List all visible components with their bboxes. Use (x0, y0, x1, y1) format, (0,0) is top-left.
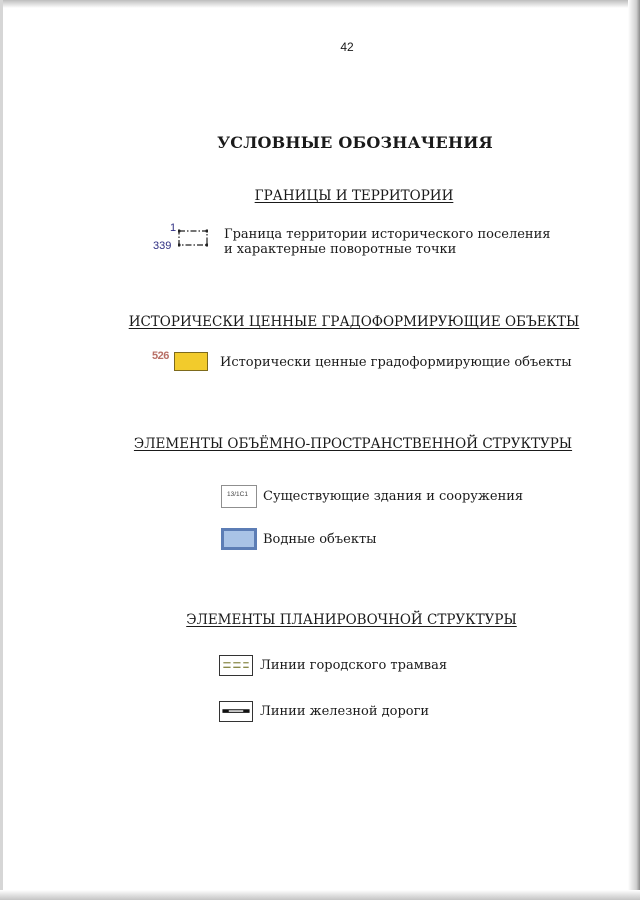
page-number: 42 (340, 40, 354, 54)
buildings-text: Существующие здания и сооружения (263, 489, 524, 504)
section-heading-planning: ЭЛЕМЕНТЫ ПЛАНИРОВОЧНОЙ СТРУКТУРЫ (186, 612, 517, 628)
heritage-object-number: 526 (152, 350, 169, 362)
boundary-text-line1: Граница территории исторического поселения (224, 227, 551, 242)
boundary-dash-dot-symbol (178, 229, 208, 247)
boundary-point-label-top: 1 (170, 222, 177, 234)
water-swatch (221, 528, 257, 550)
scan-edge-top (0, 0, 640, 8)
boundary-description (224, 227, 550, 257)
railway-line-symbol (219, 701, 253, 722)
scan-edge-bottom (0, 890, 640, 900)
railway-text: Линии железной дороги (260, 704, 430, 719)
building-symbol (221, 485, 257, 508)
section-heading-heritage: ИСТОРИЧЕСКИ ЦЕННЫЕ ГРАДОФОРМИРУЮЩИЕ ОБЪЕКТЫ (128, 314, 580, 330)
legend-title: УСЛОВНЫЕ ОБОЗНАЧЕНИЯ (217, 133, 493, 152)
section-heading-borders: ГРАНИЦЫ И ТЕРРИТОРИИ (254, 188, 454, 204)
heritage-yellow-swatch (174, 352, 208, 371)
tram-text: Линии городского трамвая (260, 658, 448, 673)
heritage-object-text: Исторически ценные градоформирующие объекты (220, 355, 572, 370)
tram-line-symbol (219, 655, 253, 676)
boundary-point-label-bottom: 339 (153, 240, 172, 252)
boundary-text-line2: и характерные поворотные точки (224, 242, 457, 257)
water-text: Водные объекты (263, 532, 377, 547)
section-heading-spatial: ЭЛЕМЕНТЫ ОБЪЁМНО-ПРОСТРАНСТВЕННОЙ СТРУКТУРЫ (133, 436, 573, 452)
building-symbol-label: 13/1С1 (227, 491, 248, 498)
